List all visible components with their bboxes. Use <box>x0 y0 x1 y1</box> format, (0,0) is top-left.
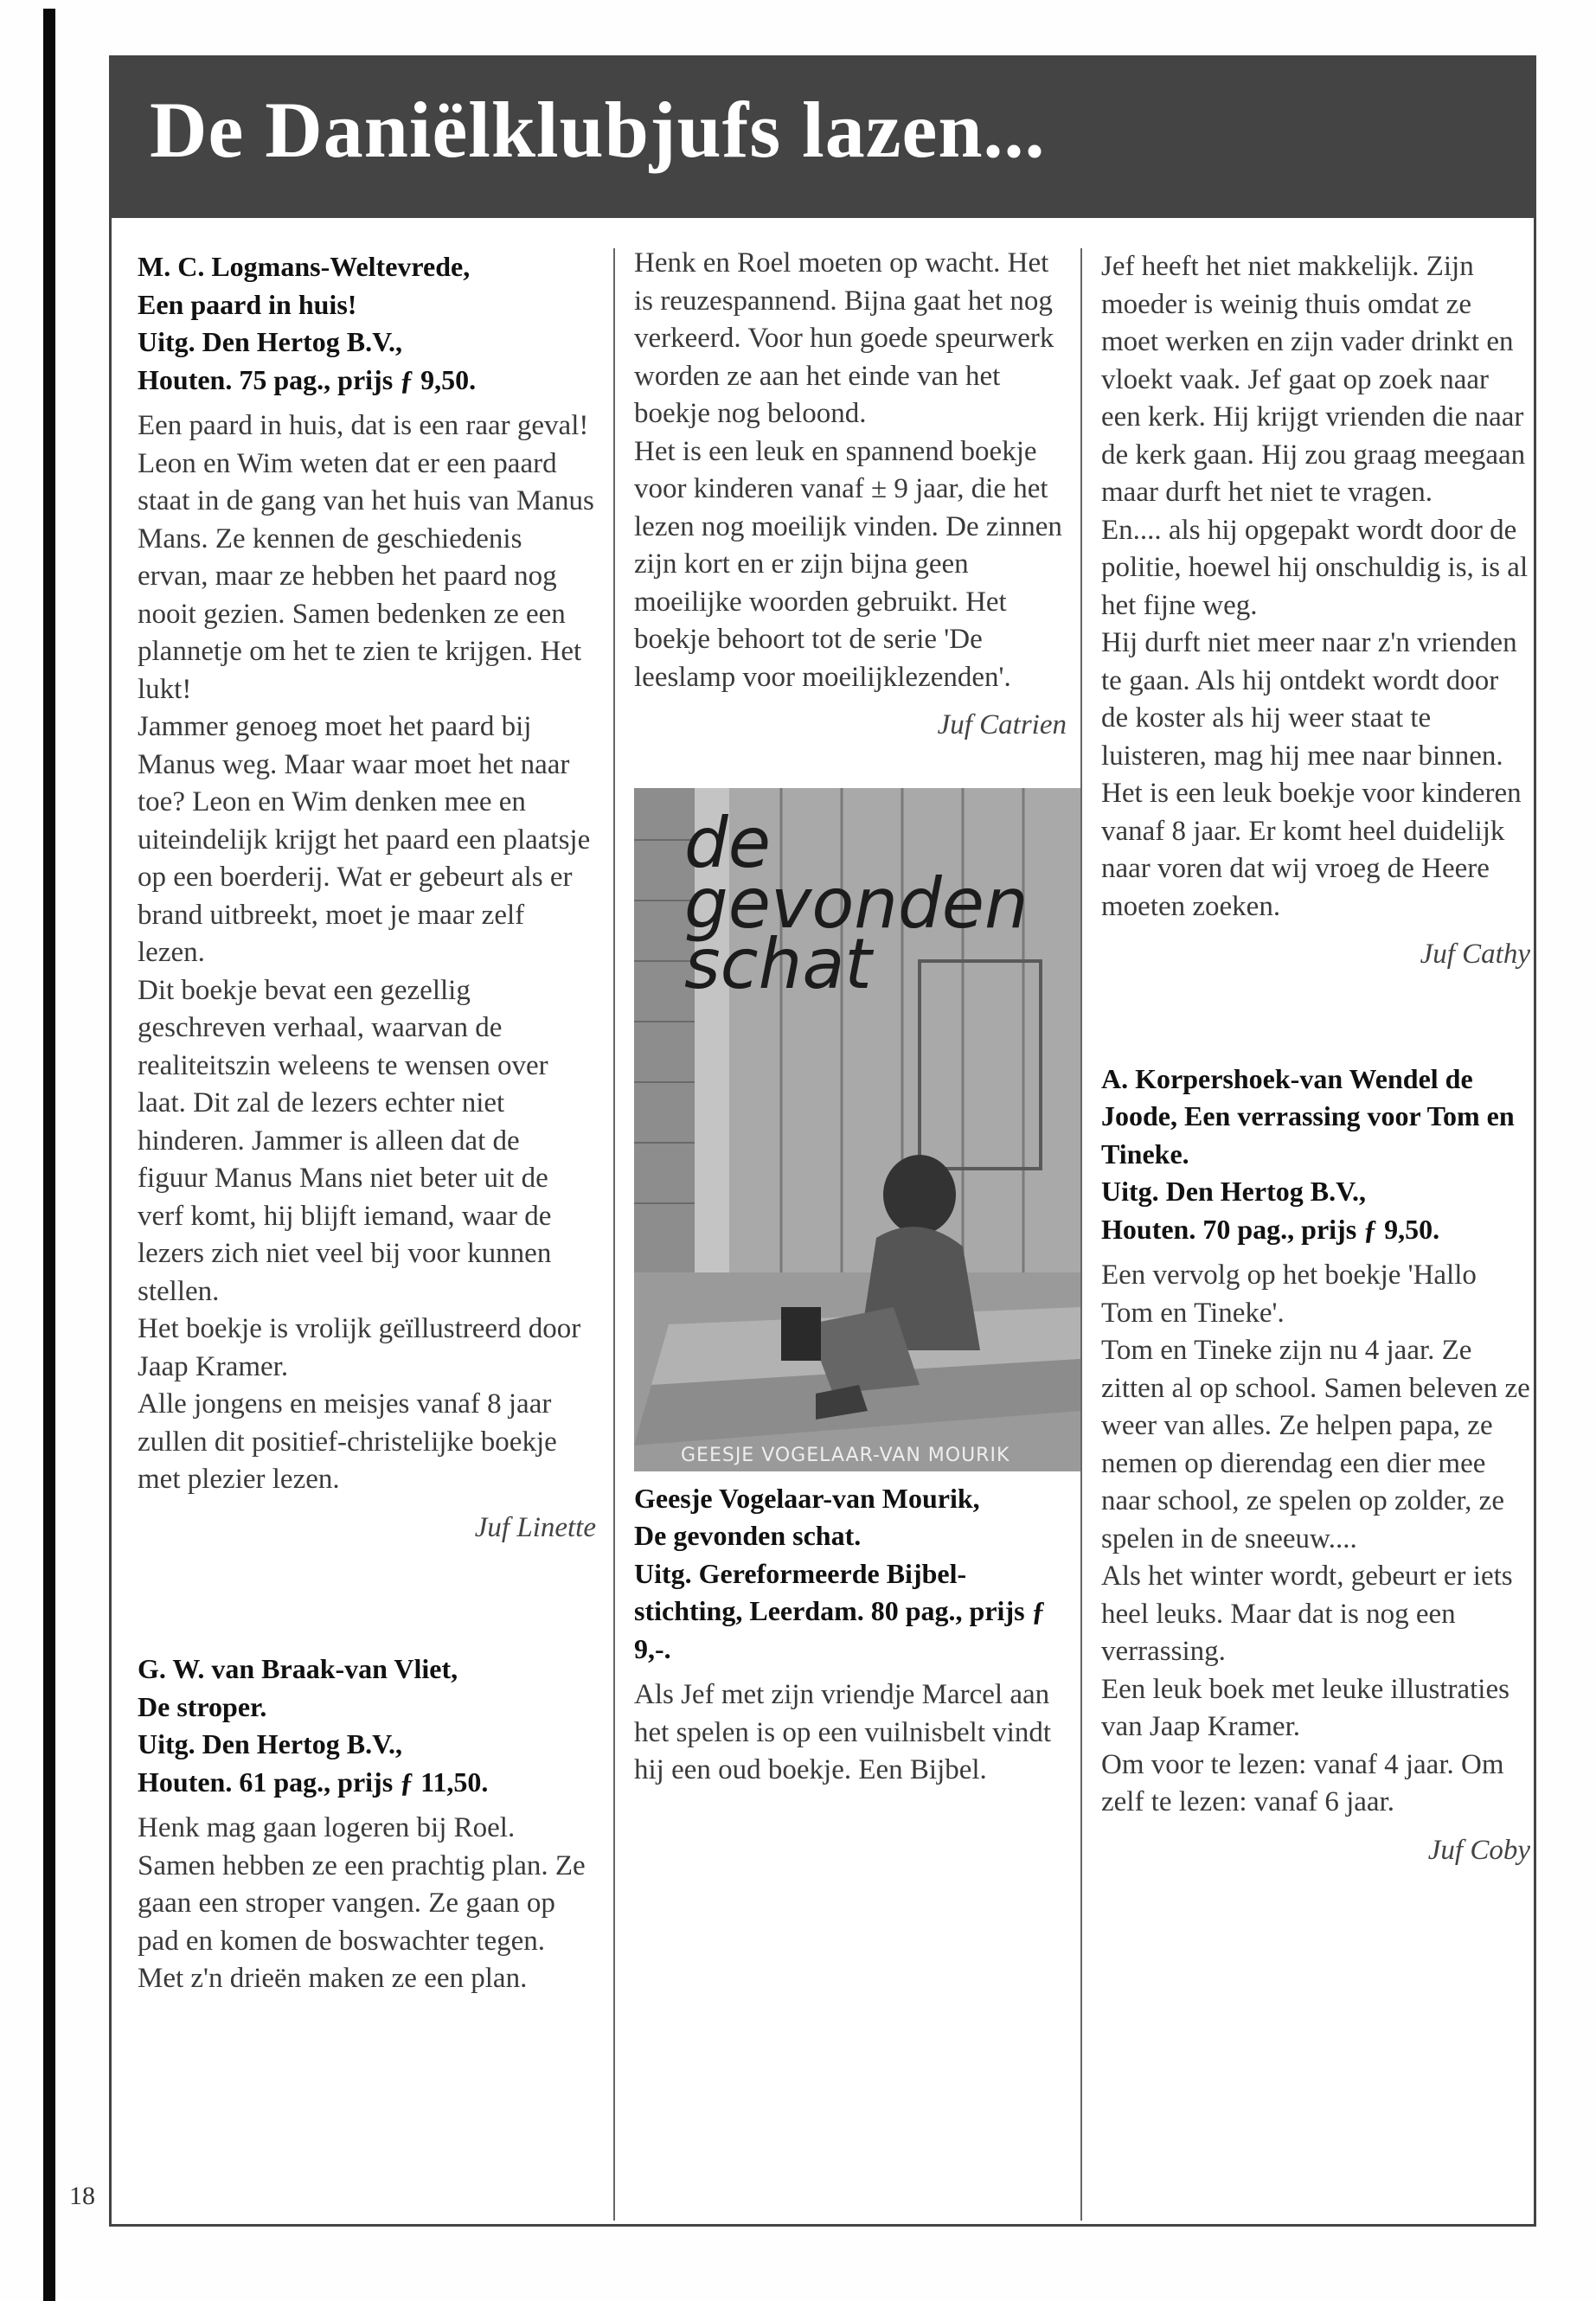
review-1-paragraph: Een paard in huis, dat is een raar geval! <box>138 410 589 441</box>
review-3-signature: Juf Cathy <box>1420 939 1530 970</box>
review-4-paragraph: Een leuk boek met leuke illustraties van Jaap Kramer. <box>1101 1673 1509 1742</box>
column-3 <box>1080 248 1530 2221</box>
review-2-paragraph: Henk mag gaan logeren bij Roel. Samen hebben ze een prachtig plan. Ze gaan een stroper vangen. Ze gaan op pad en komen de boswachter tegen. Met z'n drieën maken ze een plan. <box>138 1812 586 1994</box>
column-2 <box>613 248 1067 2221</box>
review-1-paragraph: Alle jongens en meisjes vanaf 8 jaar zullen dit positief-christelijke boekje met plezier lezen. <box>138 1388 557 1495</box>
binding-edge <box>43 9 55 2301</box>
review-2-heading: G. W. van Braak-van Vliet, De stroper. Uitg. Den Hertog B.V., Houten. 61 pag., prijs ƒ 11,50. <box>138 1653 489 1798</box>
review-3-paragraph: Jef heeft het niet makkelijk. Zijn moeder is weinig thuis omdat ze moet werken en zijn vader drinkt en vloekt vaak. Jef gaat op zoek naar een kerk. Hij krijgt vrienden die naar de kerk gaan. Hij zou graag meegaan maar durft het niet te vragen. <box>1101 251 1526 508</box>
review-2-signature: Juf Catrien <box>937 709 1067 740</box>
review-4-paragraph: Als het winter wordt, gebeurt er iets heel leuks. Maar dat is nog een verrassing. <box>1101 1561 1513 1667</box>
cover-author: GEESJE VOGELAAR-VAN MOURIK <box>681 1444 1010 1466</box>
review-3-paragraph: Hij durft niet meer naar z'n vrienden te gaan. Als hij ontdekt wordt door de koster als hij weer staat te luisteren, mag hij mee naar binnen. <box>1101 627 1517 772</box>
review-1-signature: Juf Linette <box>474 1511 596 1543</box>
review-1-heading: M. C. Logmans-Weltevrede, Een paard in huis! Uitg. Den Hertog B.V., Houten. 75 pag., prijs ƒ 9,50. <box>138 251 477 395</box>
review-3-paragraph: En.... als hij opgepakt wordt door de politie, hoewel hij onschuldig is, is al het fijne weg. <box>1101 514 1529 621</box>
column-1 <box>138 248 596 1994</box>
review-4-paragraph: Tom en Tineke zijn nu 4 jaar. Ze zitten al op school. Samen beleven ze weer van alles. Ze helpen papa, ze nemen op dierendag een dier mee naar school, ze spelen op zolder, ze spelen in de sneeuw.... <box>1101 1335 1530 1554</box>
review-1-paragraph: Jammer genoeg moet het paard bij Manus weg. Maar waar moet het naar toe? Leon en Wim denken mee en uiteindelijk krijgt het paard een plaatsje op een boerderij. Wat er gebeurt als er brand uitbreekt, moet je maar zelf lezen. <box>138 711 591 968</box>
review-4-paragraph: Een vervolg op het boekje 'Hallo Tom en Tineke'. <box>1101 1259 1477 1329</box>
review-2-paragraph: Het is een leuk en spannend boekje voor kinderen vanaf ± 9 jaar, die het lezen nog moeilijk vinden. De zinnen zijn kort en er zijn bijna geen moeilijke woorden gebruikt. Het boekje behoort tot de serie 'De leeslamp voor moeilijklezenden'. <box>634 435 1062 693</box>
article-frame <box>109 55 1536 2227</box>
review-4-paragraph: Om voor te lezen: vanaf 4 jaar. Om zelf te lezen: vanaf 6 jaar. <box>1101 1748 1504 1817</box>
review-4-heading: A. Korpershoek-van Wendel de Joode, Een verrassing voor Tom en Tineke. Uitg. Den Hertog B.V., Houten. 70 pag., prijs ƒ 9,50. <box>1101 1062 1515 1245</box>
review-3-paragraph: Het is een leuk boekje voor kinderen vanaf 8 jaar. Er komt heel duidelijk naar voren dat wij vroeg de Heere moeten zoeken. <box>1101 778 1522 922</box>
page-number: 18 <box>69 2182 95 2210</box>
review-4-signature: Juf Coby <box>1427 1834 1530 1866</box>
book-cover-image <box>634 788 1080 1471</box>
page-title: De Daniëlklubjufs lazen... <box>150 86 1046 174</box>
cover-title-line: gevonden <box>684 862 1029 944</box>
review-3-heading: Geesje Vogelaar-van Mourik, De gevonden schat. Uitg. Gereformeerde Bijbel-stichting, Leerdam. 80 pag., prijs ƒ 9,-. <box>634 1482 1046 1664</box>
review-2-continued <box>634 245 1067 745</box>
title-banner <box>112 58 1534 218</box>
review-2-paragraph: Henk en Roel moeten op wacht. Het is reuzespannend. Bijna gaat het nog verkeerd. Voor hun goede speurwerk worden ze aan het einde van het boekje nog beloond. <box>634 247 1054 429</box>
cover-title-line: schat <box>684 923 872 1004</box>
review-1-paragraph: Leon en Wim weten dat er een paard staat in de gang van het huis van Manus Mans. Ze kennen de geschiedenis ervan, maar ze hebben het paard nog nooit gezien. Samen bedenken ze een plannetje om het te zien te krijgen. Het lukt! <box>138 447 594 705</box>
cover-title-line: de <box>684 802 771 883</box>
review-1-paragraph: Dit boekje bevat een gezellig geschreven verhaal, waarvan de realiteitszin weleens te wensen over laat. Dit zal de lezers echter niet hinderen. Jammer is alleen dat de figuur Manus Mans niet beter uit de verf komt, hij blijft iemand, waar de lezers zich niet veel bij voor kunnen stellen. <box>138 974 552 1307</box>
review-3-paragraph: Als Jef met zijn vriendje Marcel aan het spelen is op een vuilnisbelt vindt hij een oud boekje. Een Bijbel. <box>634 1679 1052 1785</box>
review-1-paragraph: Het boekje is vrolijk geïllustreerd door Jaap Kramer. <box>138 1313 581 1382</box>
